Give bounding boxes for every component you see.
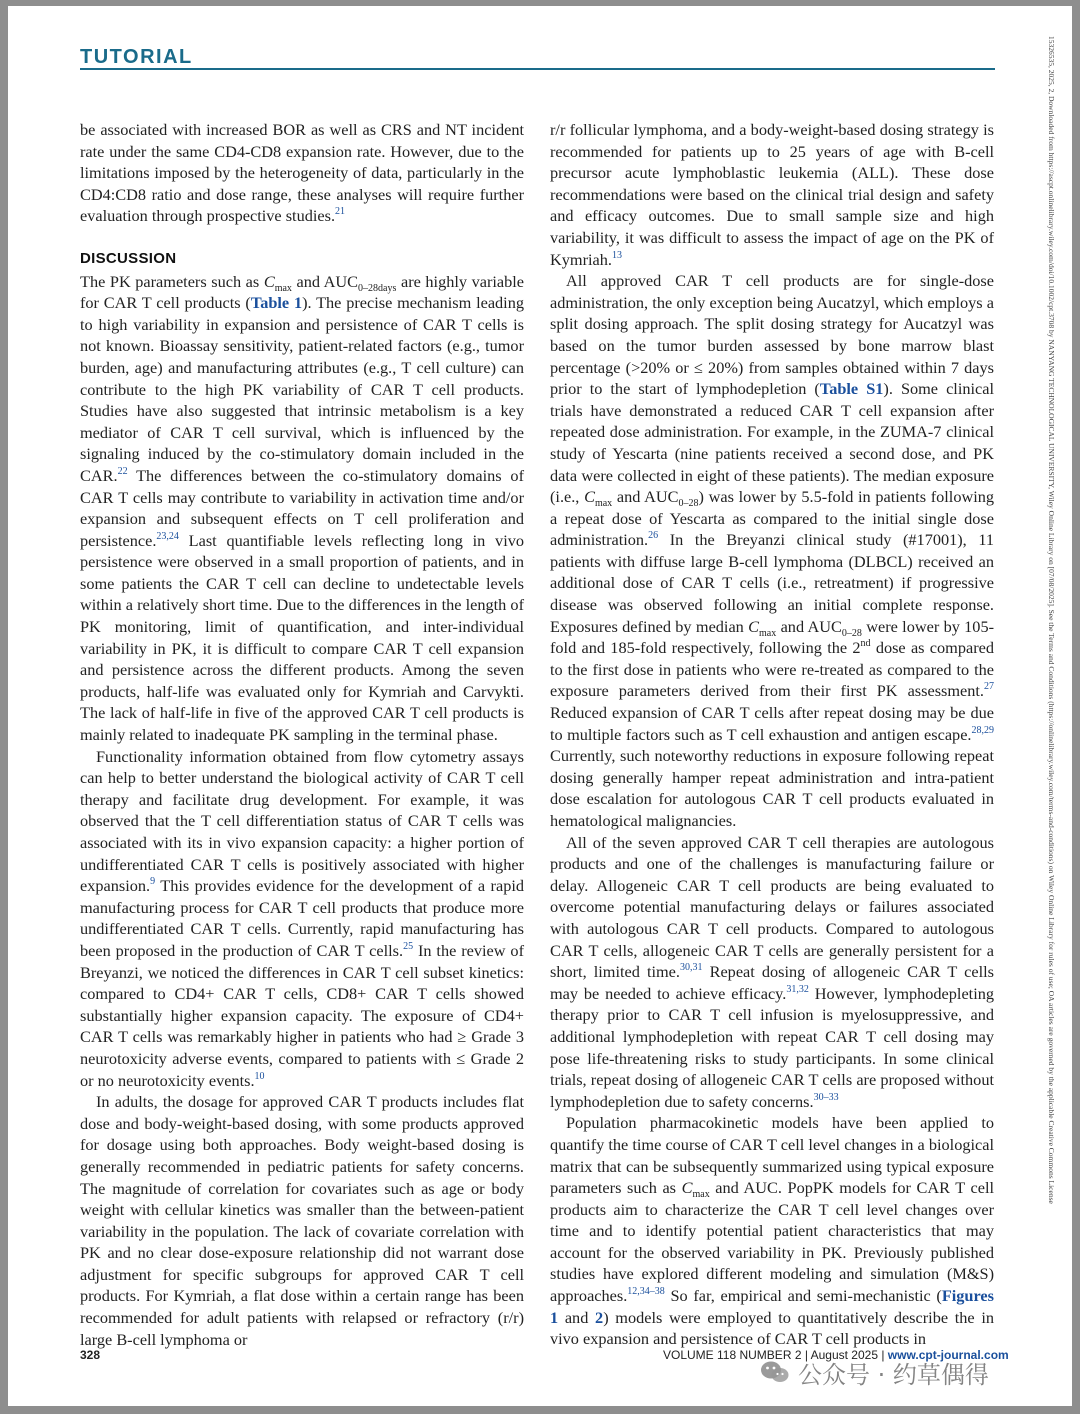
citation[interactable]: 31,32	[786, 983, 809, 995]
wechat-icon	[760, 1359, 790, 1385]
table-link[interactable]: Table S1	[819, 379, 884, 399]
section-title: TUTORIAL	[80, 46, 193, 68]
download-notice: 15326535, 2025, 2, Downloaded from https://ascpt.onlinelibrary.wiley.com/doi/10.1002/cpt.3708 by NANYANG TECHNOLOGICAL UNIVERSITY, Wiley Online Library on [07/08/2025]. See the Terms and Conditions (https://onlinelibrary.wiley.com/terms-and-conditions) on Wiley Online Library for rules of use; OA articles are governed by the applicable Creative Commons License	[1047, 36, 1056, 1204]
journal-link[interactable]: www.cpt-journal.com	[887, 1348, 1009, 1362]
citation[interactable]: 13	[611, 249, 622, 261]
paragraph: Population pharmacokinetic models have been applied to quantify the time course of CAR T cell level changes in a biological matrix that can be subsequently summarized using typical exposure parameters such as $C_{max}$ and AUC. PopPK models for CAR T cell products aim to characterize the CAR T cell level changes over time and to identify potential patient characteristics that may account for the observed variability in PK. Previously published studies have explored different modeling and simulation (M&S) approaches.$^{12,34-38}$ So far, empirical and semi-mechanistic (Figures 1 and 2) models were employed to quantitatively describe the in vivo expansion and persistence of CAR T cell products in	[550, 1113, 994, 1349]
paragraph: In adults, the dosage for approved CAR T products includes flat dose and body-weight-based dosing, with some products approved for dosage using both approaches. Body weight-based dosing is generally recommended in pediatric patients for safety concerns. The magnitude of correlation for covariates such as age or body weight with cellular kinetics was smaller than the between-patient variability in the population. The lack of covariate correlation with PK and no clear dose-exposure relationship did not warrant dose adjustment for specific subgroups for approved CAR T cell products. For Kymriah, a flat dose within a certain range has been recommended for adult patients with relapsed or refractory (r/r) large B-cell lymphoma or	[80, 1092, 524, 1349]
paragraph: be associated with increased BOR as well as CRS and NT incident rate under the same CD4-CD8 expansion rate. However, due to the limitations imposed by the heterogeneity of data, particularly in the CD4:CD8 ratio and dose range, these analyses will require further evaluation through prospective studies.$^{21}$	[80, 120, 524, 226]
citation[interactable]: 12,34–38	[627, 1286, 665, 1298]
table-link[interactable]: Table 1	[250, 293, 303, 313]
citation[interactable]: 10	[254, 1070, 265, 1082]
citation[interactable]: 21	[335, 206, 346, 218]
page	[8, 6, 1072, 1406]
paragraph: r/r follicular lymphoma, and a body-weight-based dosing strategy is recommended for patients up to 25 years of age with B-cell precursor acute lymphoblastic leukemia (ALL). These dose recommendations were based on the clinical trial design and safety and efficacy outcomes. Due to small sample size and high variability, it was difficult to assess the impact of age on the PK of Kymriah.$^{13}$	[550, 120, 994, 269]
citation[interactable]: 30,31	[679, 962, 703, 974]
header-rule	[80, 68, 995, 70]
citation[interactable]: 28,29	[971, 724, 994, 736]
journal-info: VOLUME 118 NUMBER 2 | August 2025 | www.cpt-journal.com	[663, 1348, 1009, 1362]
right-column	[550, 119, 994, 1350]
page-number: 328	[80, 1348, 101, 1362]
paragraph: Functionality information obtained from flow cytometry assays can help to better understand the biological activity of CAR T cell therapy and facilitate drug development. For example, it was observed that the T cell differentiation status of CAR T cells was associated with its in vivo expansion capacity: a higher portion of undifferentiated CAR T cells is positively associated with higher expansion.$^9$ This provides evidence for the development of a rapid manufacturing process for CAR T cell products that produce more undifferentiated CAR T cells. Currently, rapid manufacturing has been proposed in the production of CAR T cells.$^{25}$ In the review of Breyanzi, we noticed the differences in CAR T cell subset kinetics: compared to CD4+ CAR T cells, CD8+ CAR T cells showed substantially higher expansion capacity. The exposure of CD4+ CAR T cells was remarkably higher in patients who had ≥ Grade 3 neurotoxicity adverse events, compared to patients with ≤ Grade 2 or no neurotoxicity events.$^{10}$	[80, 746, 524, 1090]
citation[interactable]: 9	[150, 876, 156, 888]
citation[interactable]: 23,24	[156, 530, 179, 542]
paragraph: The PK parameters such as $C_{max}$ and $AUC_{0-28days}$ are highly variable for CAR T cell products (Table 1). The precise mechanism leading to high variability in expansion and persistence of CAR T cells is not known. Bioassay sensitivity, patient-related factors (e.g., tumor burden, age) and manufacturing attributes (e.g., T cell culture) can contribute to the high PK variability of CAR T cell products. Studies have also suggested that intrinsic metabolism is a key mediator of CAR T cell survival, which is influenced by the signaling induced by the co-stimulatory domain included in the CAR.$^{22}$ The differences between the co-stimulatory domains of CAR T cells may contribute to variability in activation time and/or expansion and subsequent effects on T cell proliferation and persistence.$^{23,24}$ Last quantifiable levels reflecting long in vivo persistence were observed in a small proportion of patients, and in some patients the CAR T cell can decline to undetectable levels within a relatively short time. Due to the differences in the length of PK monitoring, limit of quantification, and inter-individual variability in PK, it is difficult to compare CAR T cell expansion and persistence across the different products. Among the seven products, half-life was evaluated only for Kymriah and Carvykti. The lack of half-life in five of the approved CAR T cell products is mainly related to inadequate PK sampling in the terminal phase.	[80, 271, 525, 745]
citation[interactable]: 27	[984, 681, 994, 693]
watermark-text: 公众号 · 约草偶得	[798, 1360, 989, 1389]
figure-link[interactable]: 2	[595, 1307, 604, 1327]
citation[interactable]: 25	[403, 940, 414, 952]
citation[interactable]: 30–33	[813, 1091, 839, 1103]
citation[interactable]: 26	[648, 530, 659, 542]
section-heading: DISCUSSION	[80, 249, 177, 267]
left-column	[80, 119, 524, 1350]
watermark	[760, 1354, 989, 1390]
paragraph: All approved CAR T cell products are for single-dose administration, the only exception being Aucatzyl, which employs a split dosing approach. The split dosing strategy for Aucatzyl was based on the tumor burden assessed by bone marrow blast percentage (>20% or ≤ 20%) from samples obtained within 7 days prior to the start of lymphodepletion (Table S1). Some clinical trials have demonstrated a reduced CAR T cell expansion after repeated dose administration. For example, in the ZUMA-7 clinical study of Yescarta (nine patients received a second dose, and PK data were collected in eight of these patients). The median exposure (i.e., $C_{max}$ and $AUC_{0-28}$) was lower by 5.5-fold in patients following a repeat dose of Yescarta as compared to the initial single dose administration.$^{26}$ In the Breyanzi clinical study (#17001), 11 patients with diffuse large B-cell lymphoma (DLBCL) received an additional dose of CAR T cells (i.e., retreatment) if progressive disease was observed following an initial complete response. Exposures defined by median $C_{max}$ and $AUC_{0-28}$ were lower by 105-fold and 185-fold respectively, following the 2nd dose as compared to the first dose in patients who were re-treated as compared to the exposure parameters derived from their first PK assessment.$^{27}$ Reduced expansion of CAR T cells after repeat dosing may be due to multiple factors such as T cell exhaustion and antigen escape.$^{28,29}$ Currently, such noteworthy reductions in exposure following repeat dosing generally hamper repeat administration and intra-patient dose escalation for autologous CAR T cell products evaluated in hematological malignancies.	[550, 271, 995, 830]
citation[interactable]: 22	[117, 465, 128, 477]
figure-link[interactable]: Figures 1	[550, 1286, 994, 1327]
paragraph: All of the seven approved CAR T cell therapies are autologous products and one of the challenges is manufacturing failure or delay. Allogeneic CAR T cell products are being evaluated to overcome potential manufacturing delays or failures associated with autologous CAR T cell products. Compared to autologous CAR T cells, allogeneic CAR T cells are generally persistent for a short, limited time.$^{30,31}$ Repeat dosing of allogeneic CAR T cells may be needed to achieve efficacy.$^{31,32}$ However, lymphodepleting therapy prior to CAR T cell infusion is myelosuppressive, and additional lymphodepletion with repeat CAR T cell dosing may pose life-threatening risks to study participants. In some clinical trials, repeat dosing of allogeneic CAR T cells are proposed without lymphodepletion due to safety concerns.$^{30-33}$	[550, 832, 994, 1111]
